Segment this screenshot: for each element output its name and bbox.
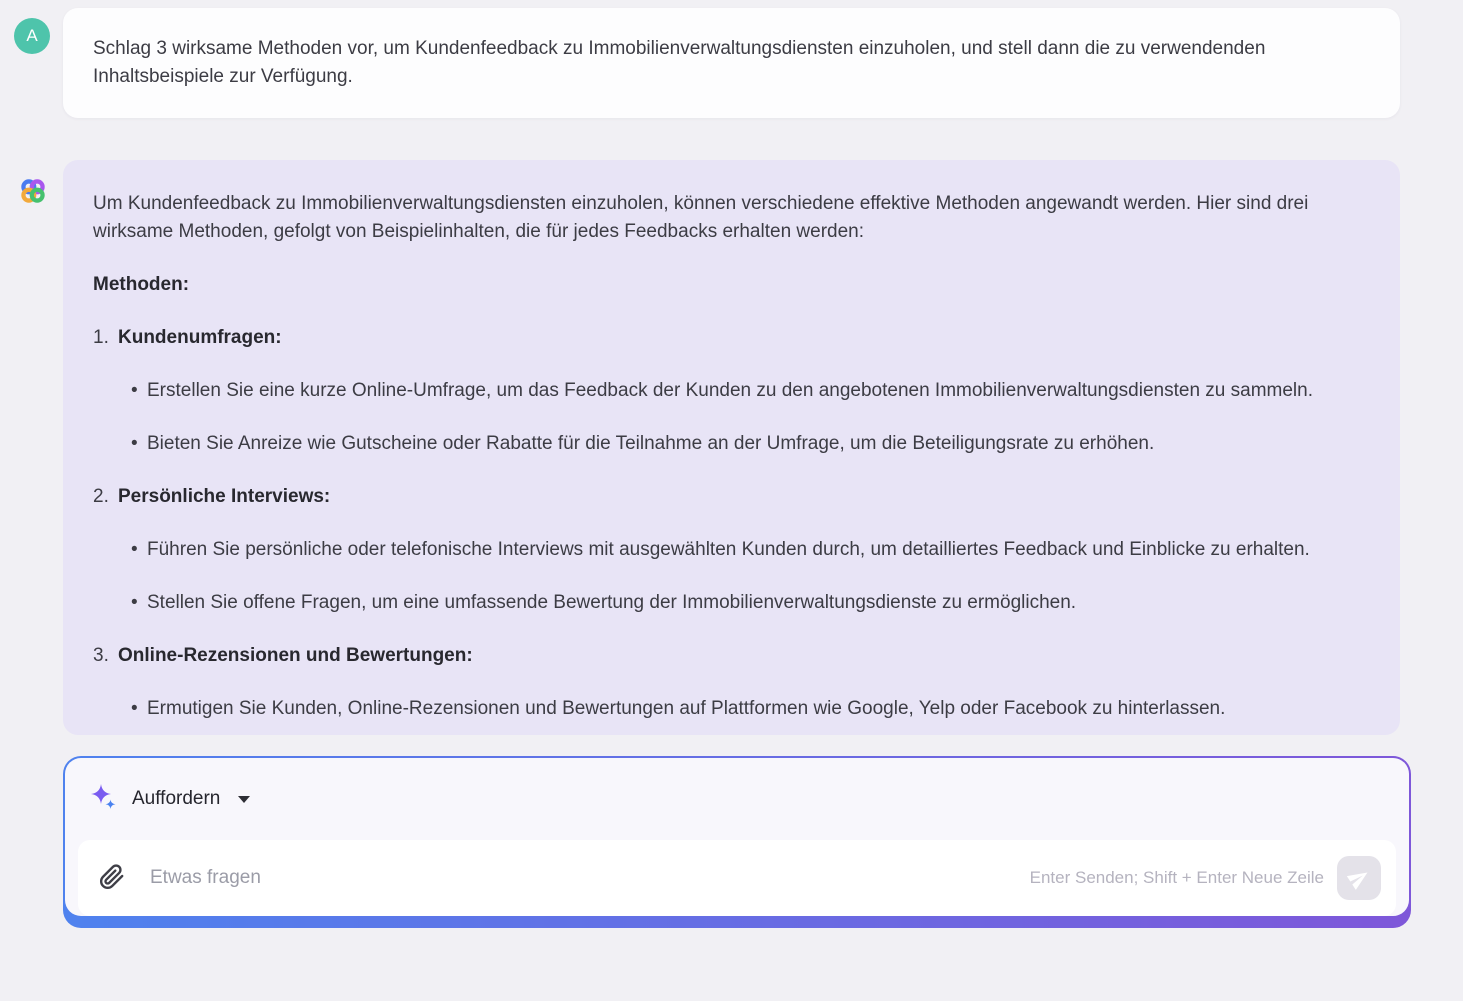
keyboard-hint: Enter Senden; Shift + Enter Neue Zeile <box>1029 868 1324 887</box>
method-1-title: 1. Kundenumfragen: <box>93 327 282 348</box>
bullet-dot: • <box>131 592 138 613</box>
composer <box>63 756 1411 928</box>
composer-inner <box>65 758 1409 916</box>
user-message-text: Schlag 3 wirksame Methoden vor, um Kundenfeedback zu Immobilienverwaltungsdiensten einzuholen, und stell dann die zu verwendenden Inhaltsbeispiele zur Verfügung. <box>93 38 1266 87</box>
method-1-bullet-2: • Bieten Sie Anreize wie Gutscheine oder Rabatte für die Teilnahme an der Umfrage, um die Beteiligungsrate zu erhöhen. <box>93 430 1370 458</box>
methods-heading: Methoden: <box>93 274 190 295</box>
method-3-bullet-1: • Ermutigen Sie Kunden, Online-Rezensionen und Bewertungen auf Plattformen wie Google, Yelp oder Facebook zu hinterlassen. <box>93 695 1370 723</box>
prompt-mode-label: Auffordern <box>132 788 221 809</box>
message-input[interactable] <box>150 867 1030 889</box>
user-message-bubble <box>63 8 1400 118</box>
message-input-row <box>78 840 1396 916</box>
method-1-bullet-1: • Erstellen Sie eine kurze Online-Umfrage, um das Feedback der Kunden zu den angebotenen Immobilienverwaltungsdiensten zu sammeln. <box>93 377 1370 405</box>
paper-plane-icon <box>1348 867 1370 889</box>
method-2-bullet-2: • Stellen Sie offene Fragen, um eine umfassende Bewertung der Immobilienverwaltungsdienste zu ermöglichen. <box>93 589 1370 617</box>
send-button[interactable] <box>1337 856 1381 900</box>
user-gutter <box>0 8 63 118</box>
caret-down-icon <box>238 796 250 803</box>
attach-file-button[interactable] <box>99 864 125 893</box>
bullet-dot: • <box>131 380 138 401</box>
prompt-mode-selector[interactable] <box>65 758 1409 840</box>
method-3-title: 3. Online-Rezensionen und Bewertungen: <box>93 645 473 666</box>
assistant-gutter <box>0 160 63 735</box>
assistant-intro: Um Kundenfeedback zu Immobilienverwaltungsdiensten einzuholen, können verschiedene effektive Methoden angewandt werden. Hier sind drei wirksame Methoden, gefolgt von Beispielinhalten, die für jedes Feedbacks erhalten werden: <box>93 193 1309 242</box>
assistant-message-row <box>0 160 1463 735</box>
sparkle-icon <box>91 784 117 815</box>
bullet-dot: • <box>131 698 138 719</box>
user-message-row <box>0 8 1463 118</box>
method-2-bullet-1: • Führen Sie persönliche oder telefonische Interviews mit ausgewählten Kunden durch, um detailliertes Feedback und Einblicke zu erhalten. <box>93 536 1370 564</box>
paperclip-icon <box>99 864 125 893</box>
method-2-title: 2. Persönliche Interviews: <box>93 486 331 507</box>
assistant-logo-clover-icon <box>20 178 63 209</box>
bullet-dot: • <box>131 539 138 560</box>
assistant-message-bubble <box>63 160 1400 735</box>
user-avatar: A <box>14 18 50 54</box>
bullet-dot: • <box>131 433 138 454</box>
